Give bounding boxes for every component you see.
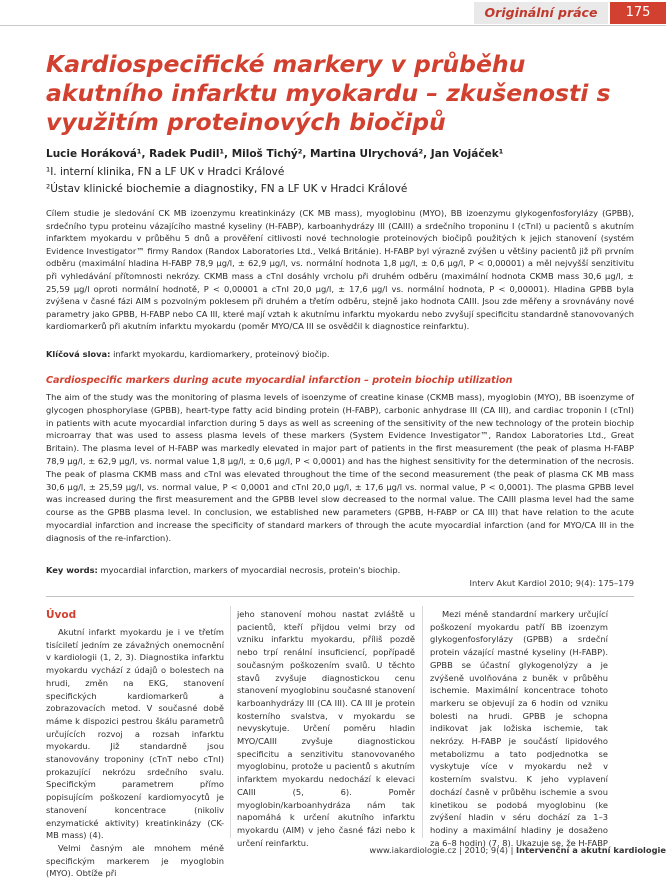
paragraph: Mezi méně standardní markery určující poškození myokardu patří BB izoenzym glykogenfosforylázy (GPBB) a srdeční protein vázající mastné kyseliny (H-FABP). GPBB se účastní glykogenolýzy a je zvýšeně uvolňována z buněk v průběhu ischemie. Maximální koncentrace tohoto markeru se objevují za 6 hodin od vzniku bolesti na hrudi. GPBB je schopna indikovat jak ložiska ischemie, tak nekrózy. H-FABP je součástí lipidového metabolizmu a tato podjednotka se vyskytuje více v myokardu než v kosterním svalstvu. K jeho vyplavení dochází časně v průběhu ischemie a svou kinetikou se podobá myoglobinu (ke zvýšení hladin v séru dochází za 1–3 hodiny a maximální hladiny je dosaženo za 6–8 hodin) (7, 8). Ukazuje se, že H-FABP xyxy=(430,609,608,848)
keywords-english xyxy=(46,564,634,576)
paragraph: Akutní infarkt myokardu je i ve třetím tisíciletí jedním ze závažných onemocnění v kardiologii (1, 2, 3). Diagnostika infarktu myokardu vychází z údajů o bolestech na hrudi, změn na EKG, stanovení specifických kardiomarkerů a zobrazovacích metod. V současné době máme k dispozici pestrou škálu parametrů určujících rozvoj a rozsah infarktu myokardu. Již standardně jsou stanovovány troponiny (cTnT nebo cTnI) prokazující nekrózu srdečního svalu. Specifickým parametrem přímo popisujícím poškození kardiomyocytů je stanovení koncentrace (nikoliv enzymatické aktivity) kreatinkinázy (CK-MB mass) (4). xyxy=(46,627,224,841)
affiliation-2: ²Ústav klinické biochemie a diagnostiky, FN a LF UK v Hradci Králové xyxy=(46,183,408,195)
english-title: Cardiospecific markers during acute myocardial infarction – protein biochip utilization xyxy=(46,375,513,386)
body-column-1 xyxy=(46,608,224,880)
paragraph: jeho stanovení mohou nastat zvláště u pacientů, kteří přijdou velmi brzy od vzniku infarktu myokardu, příliš pozdě nebo trpí renální insuficiencí, popřípadě současným poškozením svalů. U těchto stavů zvyšuje diagnostickou cenu stanovení myoglobinu současné stanovení karboanhydrázy III (CA III). CA III je protein kosterního svalstva, v myokardu se nevyskytuje. Určení poměru hladin MYO/CAIII zvyšuje diagnostickou specificitu a senzitivitu stanovovaného myoglobinu, protože u pacientů s akutním infarktem myokardu nedochází k elevaci CAIII (5, 6). Poměr myoglobin/karboanhydráza nám tak napomáhá k určení akutního infarktu myokardu (AIM) v jeho časné fázi nebo k určení reinfarktu. xyxy=(237,609,415,848)
footer-site: www.iakardiologie.cz xyxy=(369,845,457,855)
column-divider xyxy=(230,606,231,838)
body-column-3 xyxy=(430,608,608,849)
page-header xyxy=(0,0,666,26)
section-label: Originální práce xyxy=(474,2,608,24)
section-heading: Úvod xyxy=(46,609,77,621)
page-footer xyxy=(340,845,666,855)
article-title: Kardiospecifické markery v průběhu akutního infarktu myokardu – zkušenosti s využitím proteinových biočipů xyxy=(46,50,611,136)
keywords-english-text: myocardial infarction, markers of myocardial necrosis, protein's biochip. xyxy=(100,565,401,575)
citation: Interv Akut Kardiol 2010; 9(4): 175–179 xyxy=(469,578,634,588)
keywords-czech-label: Klíčová slova: xyxy=(46,349,111,359)
paragraph: Velmi časným ale mnohem méně specifickým markerem je myoglobin (MYO). Obtíže při xyxy=(46,842,224,879)
footer-issue: 2010; 9(4) xyxy=(464,845,508,855)
page-number: 175 xyxy=(610,2,666,24)
affiliation-1: ¹I. interní klinika, FN a LF UK v Hradci Králové xyxy=(46,166,285,178)
abstract-english: The aim of the study was the monitoring of plasma levels of isoenzyme of creatine kinase (CKMB mass), myoglobin (MYO), BB isoenzyme of glycogen phosphorylase (GPBB), heart-type fatty acid binding protein (H-FABP), carbonic anhydrase III (CA III), and cardiac troponin I (cTnI) in patients with acute myocardial infarction during 5 days as well as screening of the sensitivity of the new technology of the protein biochip microarray that was used to assess plasma levels of these markers (System Evidence Investigator™, Randox Laboratories Ltd., Great Britain). The plasma level of H-FABP was markedly elevated in major part of patients in the first measurement (the peak of plasma H-FABP 78,9 μg/l, ± 62,9 μg/l, vs. normal value 1,8 μg/l, ± 0,6 μg/l, P < 0,0001) and has the highest sensitivity for the determination of the necrosis. The peak of plasma CKMB mass and cTnI was elevated throughout the time of the second measurement (the peak of plasma CK MB mass 30,6 μg/l, ± 25,59 μg/l, vs. normal value, P < 0,0001 and cTnI 20,0 μg/l, ± 17,6 μg/l vs. normal value, P < 0,0001). The plasma GPBB level was increased during the first measurement and the GPBB level slow decreased to the normal value. The CAIII plasma level had the same course as the GPBB plasma level. In conclusion, we established new parameters (GPBB, H-FABP or CA III) that have relation to the acute myocardial infarction and increase the specificity of standard markers of through the acute myocardial infarction (and for MYO/CA III in the diagnosis of the re-infarction). xyxy=(46,392,634,543)
footer-journal: Intervenční a akutní kardiologie xyxy=(516,845,666,855)
column-divider xyxy=(422,606,423,838)
keywords-czech xyxy=(46,348,634,360)
footer-separator: | xyxy=(510,845,517,855)
header-rule xyxy=(0,25,666,26)
citation-rule xyxy=(46,596,634,597)
footer-separator: | xyxy=(458,845,465,855)
keywords-czech-text: infarkt myokardu, kardiomarkery, proteinový biočip. xyxy=(113,349,330,359)
body-column-2 xyxy=(237,608,415,849)
abstract-czech: Cílem studie je sledování CK MB izoenzymu kreatinkinázy (CK MB mass), myoglobinu (MYO), BB izoenzymu glykogenfosforylázy (GPBB), srdečního typu proteinu vázajícího mastné kyseliny (H-FABP), karboanhydrázy III (CAIII) a srdečního troponinu I (cTnI) u pacientů s akutním infarktem myokardu v průběhu 5 dnů a prověření citlivosti nové technologie proteinových biočipů použitých k jejich stanovení (systém Evidence Investigator™ firmy Randox (Randox Laboratories Ltd., Velká Británie). H-FABP byl výrazně zvýšen u většiny pacientů již při prvním odběru (maximální hladina H-FABP 78,9 μg/l, ± 62,9 μg/l, vs. normální hodnota 1,8 μg/l, ± 0,6 μg/l, P < 0,00001) a měl nejvyšší senzitivitu při vyhledávání přítomnosti nekrózy. CKMB mass a cTnI dosáhly vrcholu při druhém odběru (maximální hodnota CKMB mass 30,6 μg/l, ± 25,59 μg/l oproti normální hodnotě, P < 0,00001 a cTnI 20,0 μg/l, ± 17,6 μg/l vs. normální hodnota, P < 0,00001). Hladina GPBB byla zvýšena v časné fázi AIM s pozvolným poklesem při druhém a třetím odběru, stejně jako hodnota CAIII. Jsou zde měřeny a srovnávány nové parametry jako GPBB, H-FABP nebo CA III, které mají vztah k akutnímu infarktu myokardu nebo zvyšují specificitu standardně stanovovaných kardiomarkerů při akutním infarktu myokardu (poměr MYO/CA III se osvědčil k diagnostice reinfarktu). xyxy=(46,208,634,332)
authors: Lucie Horáková¹, Radek Pudil¹, Miloš Tichý², Martina Ulrychová², Jan Vojáček¹ xyxy=(46,148,504,160)
keywords-english-label: Key words: xyxy=(46,565,98,575)
